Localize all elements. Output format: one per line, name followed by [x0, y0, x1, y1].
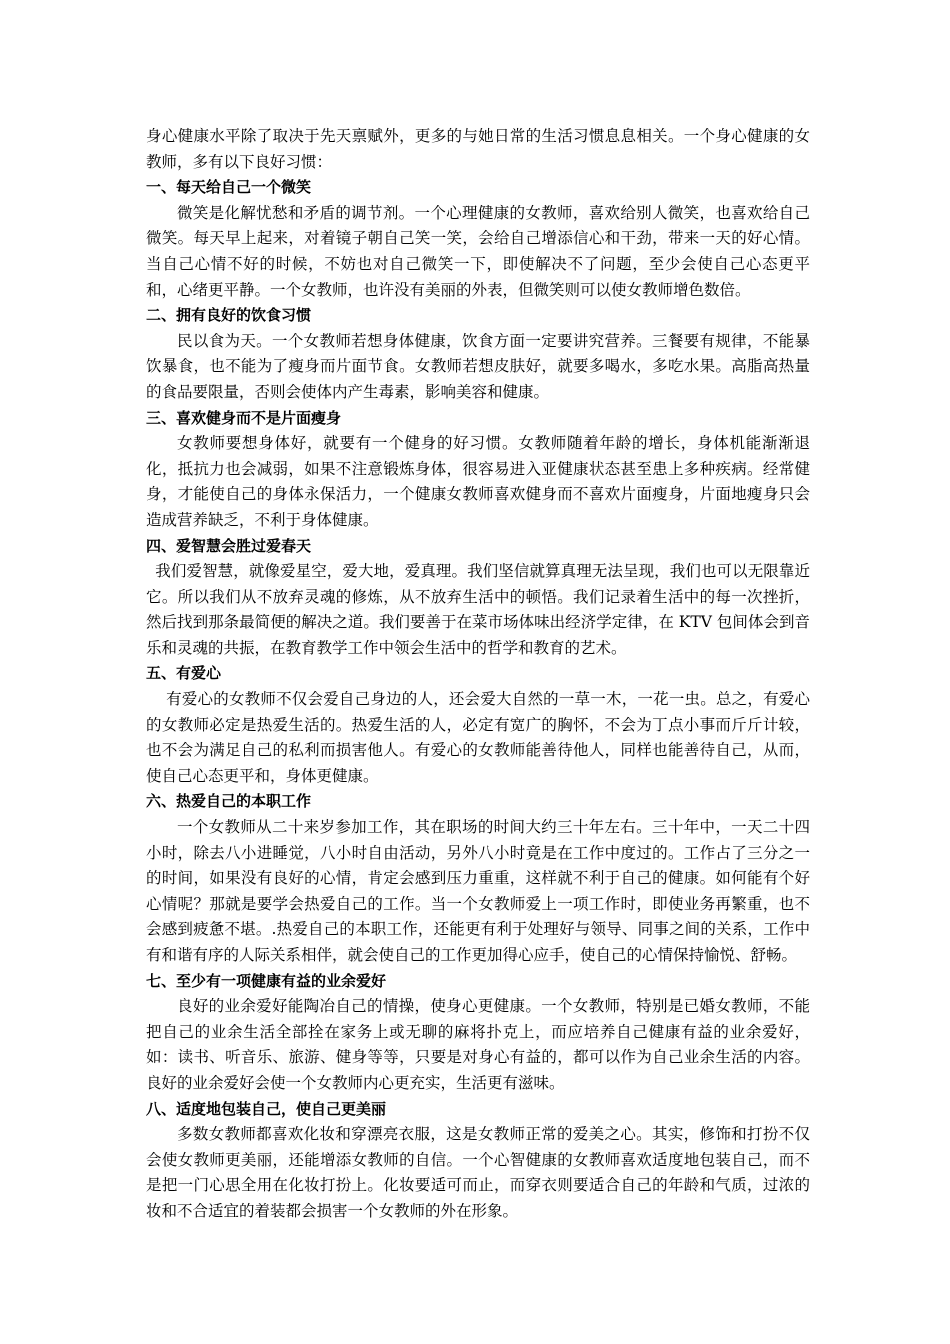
section-5-heading: 五、有爱心 — [146, 664, 222, 683]
section-6-body: 一个女教师从二十来岁参加工作，其在职场的时间大约三十年左右。三十年中，一天二十四小时，除去八小进睡觉，八小时自由活动，另外八小时竟是在工作中度过的。工作占了三分之一的时间，如果没有良好的心情，肯定会感到压力重重，这样就不利于自己的健康。如何能有个好心情呢？那就是要学会热爱自己的工作。当一个女教师爱上一项工作时，即使业务再繁重，也不会感到疲惫不堪。.热爱自己的本职工作，还能更有利于处理好与领导、同事之间的关系，工作中有和谐有序的人际关系相伴，就会使自己的工作更加得心应手，使自己的心情保持愉悦、舒畅。 — [146, 818, 810, 964]
section-3-heading: 三、喜欢健身而不是片面瘦身 — [146, 408, 342, 427]
section-8-heading: 八、适度地包装自己，使自己更美丽 — [146, 1099, 387, 1118]
section-2-body: 民以食为天。一个女教师若想身体健康，饮食方面一定要讲究营养。三餐要有规律，不能暴饮暴食，也不能为了瘦身而片面节食。女教师若想皮肤好，就要多喝水，多吃水果。高脂高热量的食品要限量，否则会使体内产生毒素，影响美容和健康。 — [146, 331, 810, 401]
section-4-body: 我们爱智慧，就像爱星空，爱大地，爱真理。我们坚信就算真理无法呈现，我们也可以无限靠近它。所以我们从不放弃灵魂的修炼，从不放弃生活中的顿悟。我们记录着生活中的每一次挫折，然后找到那条最简便的解决之道。我们要善于在菜市场体味出经济学定律，在 KTV 包间体会到音乐和灵魂的共振，在教育教学工作中领会生活中的哲学和教育的艺术。 — [146, 562, 810, 657]
section-3-body: 女教师要想身体好，就要有一个健身的好习惯。女教师随着年龄的增长，身体机能渐渐退化，抵抗力也会减弱，如果不注意锻炼身体，很容易进入亚健康状态甚至患上多种疾病。经常健身，才能使自己的身体永保活力，一个健康女教师喜欢健身而不喜欢片面瘦身，片面地瘦身只会造成营养缺乏，不利于身体健康。 — [146, 434, 810, 529]
section-1-heading: 一、每天给自己一个微笑 — [146, 178, 312, 197]
section-4-heading: 四、爱智慧会胜过爱春天 — [146, 536, 312, 555]
document-page — [146, 124, 810, 1225]
section-2-heading: 二、拥有良好的饮食习惯 — [146, 306, 312, 325]
section-1-body: 微笑是化解忧愁和矛盾的调节剂。一个心理健康的女教师，喜欢给别人微笑，也喜欢给自己微笑。每天早上起来，对着镜子朝自己笑一笑，会给自己增添信心和干劲，带来一天的好心情。当自己心情不好的时候，不妨也对自己微笑一下，即使解决不了问题，至少会使自己心态更平和，心绪更平静。一个女教师，也许没有美丽的外表，但微笑则可以使女教师增色数倍。 — [146, 203, 810, 299]
section-7-heading: 七、至少有一项健康有益的业余爱好 — [146, 971, 387, 990]
intro-paragraph: 身心健康水平除了取决于先天禀赋外，更多的与她日常的生活习惯息息相关。一个身心健康的女教师，多有以下良好习惯： — [146, 127, 810, 171]
section-8-body: 多数女教师都喜欢化妆和穿漂亮衣服，这是女教师正常的爱美之心。其实，修饰和打扮不仅会使女教师更美丽，还能增添女教师的自信。一个心智健康的女教师喜欢适度地包装自己，而不是把一门心思全用在化妆打扮上。化妆要适可而止，而穿衣则要适合自己的年龄和气质，过浓的妆和不合适宜的着装都会损害一个女教师的外在形象。 — [146, 1125, 810, 1220]
section-6-heading: 六、热爱自己的本职工作 — [146, 792, 312, 811]
section-5-body: 有爱心的女教师不仅会爱自己身边的人，还会爱大自然的一草一木，一花一虫。总之，有爱心的女教师必定是热爱生活的。热爱生活的人，必定有宽广的胸怀，不会为丁点小事而斤斤计较，也不会为满足自己的私利而损害他人。有爱心的女教师能善待他人，同样也能善待自己，从而，使自己心态更平和，身体更健康。 — [146, 690, 810, 785]
section-7-body: 良好的业余爱好能陶冶自己的情操，使身心更健康。一个女教师，特别是已婚女教师，不能把自己的业余生活全部拴在家务上或无聊的麻将扑克上，而应培养自己健康有益的业余爱好，如：读书、听音乐、旅游、健身等等，只要是对身心有益的，都可以作为自己业余生活的内容。良好的业余爱好会使一个女教师内心更充实，生活更有滋味。 — [146, 997, 810, 1092]
